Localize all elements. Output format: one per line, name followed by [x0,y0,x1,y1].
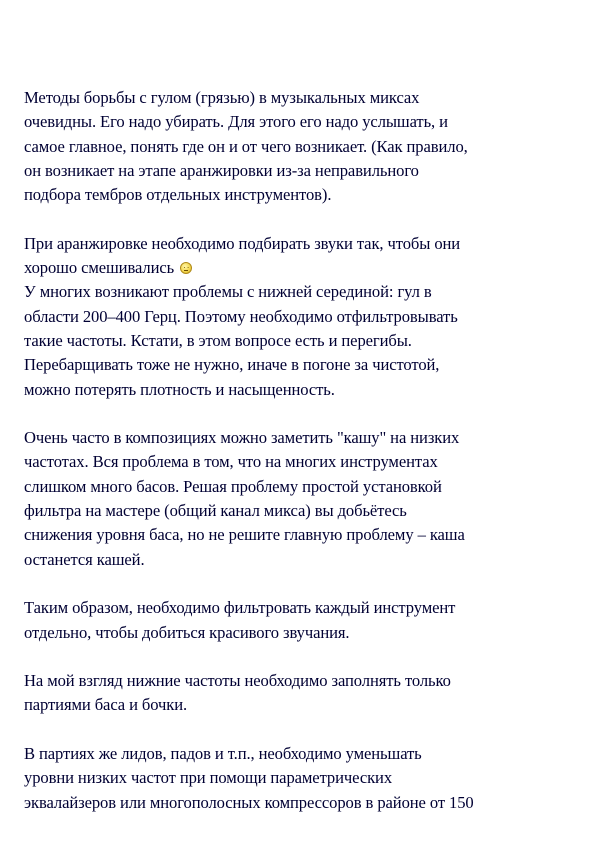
text-line-with-emoticon [24,256,574,280]
text-line: партиями баса и бочки. [24,695,188,715]
text-line: эквалайзеров или многополосных компрессоров в районе от 150 [24,792,474,812]
text-line: можно потерять плотность и насыщенность. [24,379,335,399]
paragraph-low-end [24,669,574,718]
text-line: В партиях же лидов, падов и т.п., необходимо уменьшать [24,744,422,764]
paragraph-filter-each [24,596,574,645]
text-line: такие частоты. Кстати, в этом вопросе есть и перегибы. [24,330,412,350]
paragraph-mud [24,426,574,572]
text-line: Перебарщивать тоже не нужно, иначе в погоне за чистотой, [24,355,440,375]
text-line: он возникает на этапе аранжировки из-за неправильного [24,160,419,180]
text-line: очевидны. Его надо убирать. Для этого его надо услышать, и [24,112,448,132]
text-line: У многих возникают проблемы с нижней серединой: гул в [24,282,432,302]
text-line: фильтра на мастере (общий канал микса) вы добьётесь [24,501,407,521]
text-line: останется кашей. [24,549,145,569]
text-line: частотах. Вся проблема в том, что на многих инструментах [24,452,438,472]
paragraph-arrangement [24,232,574,281]
smiley-icon [180,262,192,274]
text-fragment: хорошо смешивались [24,258,175,278]
text-line: слишком много басов. Решая проблему простой установкой [24,476,442,496]
text-line: При аранжировке необходимо подбирать звуки так, чтобы они [24,233,461,253]
text-line: уровни низких частот при помощи параметрических [24,768,393,788]
paragraph-low-mids [24,280,574,401]
text-line: области 200–400 Герц. Поэтому необходимо отфильтровывать [24,306,458,326]
text-line: Очень часто в композициях можно заметить "кашу" на низких [24,428,460,448]
paragraph-leads-pads [24,742,574,815]
text-line: снижения уровня баса, но не решите главную проблему – каша [24,525,465,545]
text-line: самое главное, понять где он и от чего возникает. (Как правило, [24,136,468,156]
text-line: Методы борьбы с гулом (грязью) в музыкальных миксах [24,88,420,107]
text-line: На мой взгляд нижние частоты необходимо заполнять только [24,671,451,691]
text-line: Таким образом, необходимо фильтровать каждый инструмент [24,598,456,618]
document-page [24,86,574,815]
text-line: подбора тембров отдельных инструментов). [24,185,332,205]
paragraph-intro [24,86,574,207]
text-line: отдельно, чтобы добиться красивого звучания. [24,622,350,642]
